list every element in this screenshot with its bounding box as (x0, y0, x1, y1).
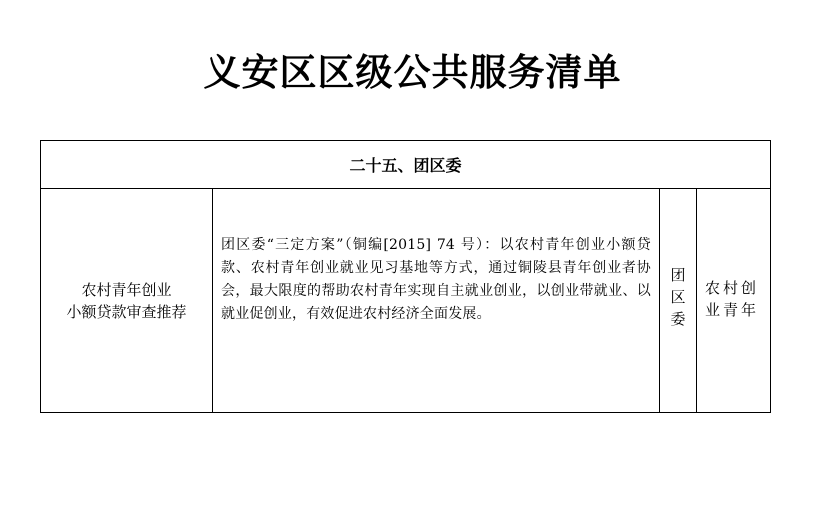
department-cell (660, 189, 697, 412)
service-table (40, 140, 771, 413)
service-basis-text: 团区委“三定方案”（铜编[2015] 74 号）：以农村青年创业小额贷款、农村青年创业就业见习基地等方式，通过铜陵县青年创业者协会，最大限度的帮助农村青年实现自主就业创业，以创业带就业、以就业促创业，有效促进农村经济全面发展。 (221, 237, 651, 322)
service-name-line-1: 农村青年创业 (81, 280, 172, 299)
department-char-3: 委 (670, 310, 686, 328)
department-char-2: 区 (670, 288, 686, 306)
section-heading: 二十五、团区委 (41, 141, 770, 189)
service-name-cell (41, 189, 213, 412)
department-char-1: 团 (670, 266, 686, 284)
service-name-line-2: 小额贷款审查推荐 (66, 302, 187, 321)
service-target-cell (697, 189, 770, 412)
document-title: 义安区区级公共服务清单 (203, 51, 622, 94)
service-basis-cell (213, 189, 660, 412)
service-target-text: 农村创业青年 (705, 279, 760, 319)
